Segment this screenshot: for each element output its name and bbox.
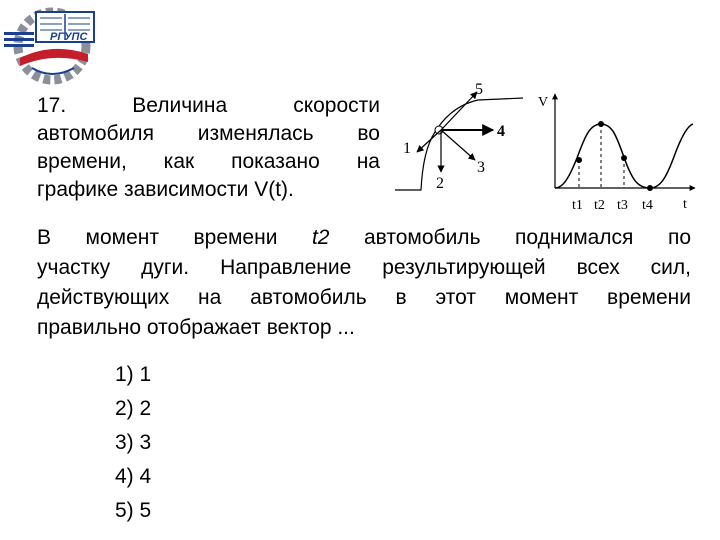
rgups-logo (2, 2, 102, 86)
vector-label-4: 4 (497, 123, 505, 140)
question-intro (37, 92, 380, 204)
graph-point-t2 (598, 121, 604, 127)
graph-point-t1 (576, 157, 582, 163)
velocity-time-graph (535, 88, 705, 218)
intro-line: автомобиля изменялась во (37, 122, 380, 145)
tick-t3: t3 (617, 198, 628, 213)
logo-text: РГУПС (50, 31, 88, 43)
body-line: правильно отображает вектор ... (37, 316, 355, 339)
vector-label-2: 2 (436, 175, 444, 192)
body-text: автомобиль поднимался по (329, 226, 691, 249)
vector-label-3: 3 (477, 159, 485, 176)
body-line: действующих на автомобиль в этот момент времени (37, 286, 691, 309)
time-variable: t2 (311, 226, 330, 249)
answer-option-2[interactable]: 2) 2 (115, 397, 152, 420)
graph-point-t4 (647, 185, 653, 191)
intro-line: 17. Величина скорости (37, 94, 380, 117)
answer-option-4[interactable]: 4) 4 (115, 465, 152, 488)
body-text: В момент времени (37, 226, 312, 249)
answer-options (115, 360, 151, 530)
question-body (37, 223, 691, 343)
force-vectors-diagram (393, 80, 528, 195)
x-axis-label: t (683, 197, 687, 212)
intro-line: времени, как показано на (37, 150, 380, 173)
tick-t2: t2 (594, 198, 605, 213)
intro-line: графике зависимости V(t). (37, 178, 294, 201)
tick-t4: t4 (642, 198, 653, 213)
y-axis-label: V (538, 95, 549, 110)
body-line: участку дуги. Направление результирующей всех сил, (37, 256, 691, 279)
answer-option-5[interactable]: 5) 5 (115, 499, 152, 522)
graph-point-t3 (621, 155, 627, 161)
answer-option-1[interactable]: 1) 1 (115, 363, 152, 386)
tick-t1: t1 (572, 198, 583, 213)
vector-label-5: 5 (475, 81, 483, 98)
vector-label-1: 1 (403, 140, 411, 157)
body-line (37, 223, 691, 253)
answer-option-3[interactable]: 3) 3 (115, 431, 152, 454)
